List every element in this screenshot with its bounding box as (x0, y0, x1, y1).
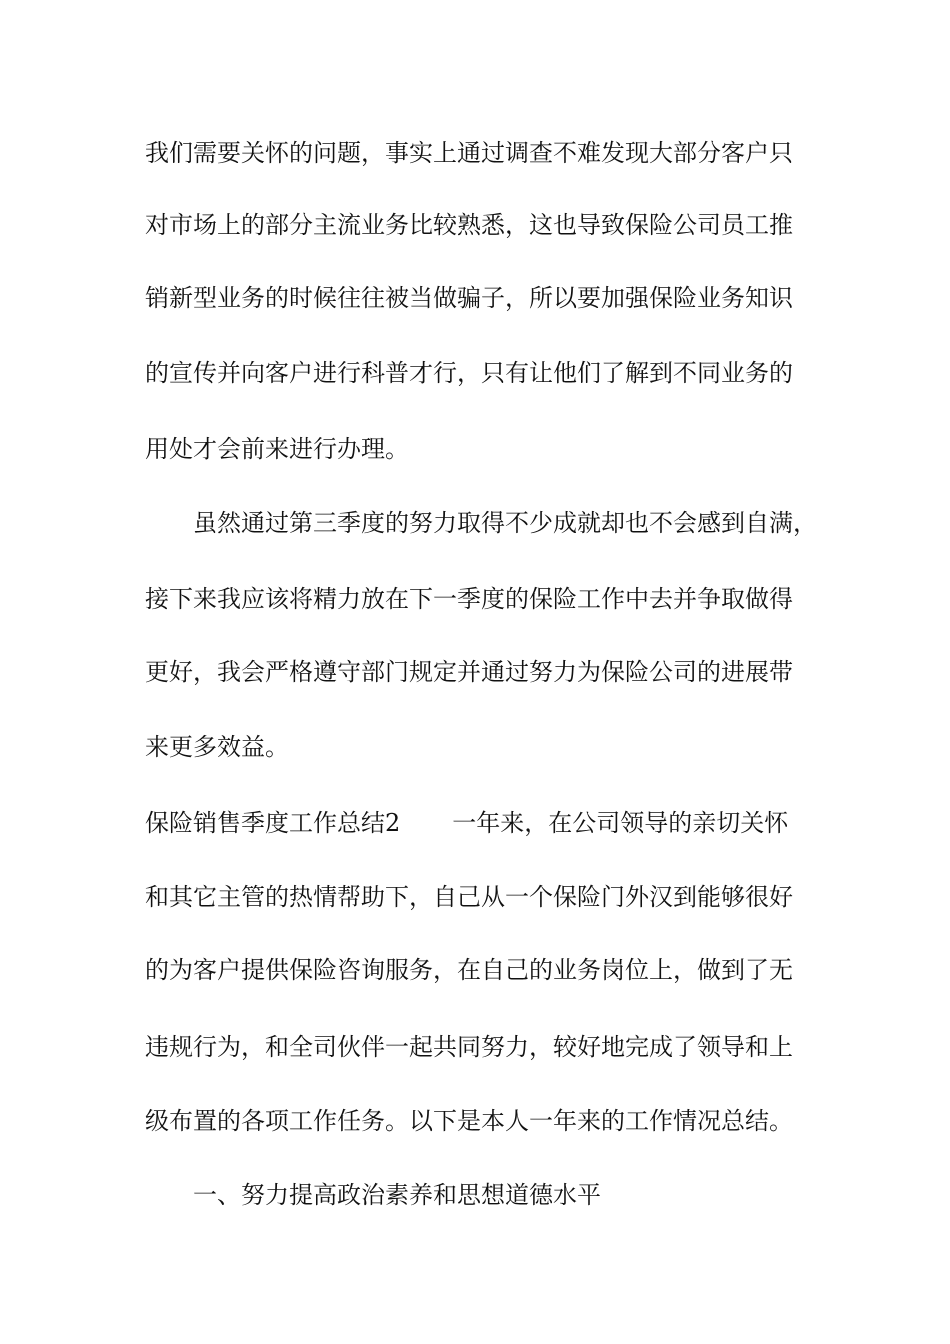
subsection-heading: 一、努力提高政治素养和思想道德水平 (193, 1181, 601, 1209)
text-line: 接下来我应该将精力放在下一季度的保险工作中去并争取做得 (145, 585, 793, 613)
section-title-line (145, 808, 788, 838)
text-line: 更好，我会严格遵守部门规定并通过努力为保险公司的进展带 (145, 658, 793, 686)
section-opening-text: 一年来，在公司领导的亲切关怀 (452, 809, 789, 837)
text-line: 我们需要关怀的问题，事实上通过调查不难发现大部分客户只 (145, 139, 793, 167)
text-line: 来更多效益。 (145, 733, 289, 761)
text-line: 销新型业务的时候往往被当做骗子，所以要加强保险业务知识 (145, 284, 793, 312)
text-line: 的宣传并向客户进行科普才行，只有让他们了解到不同业务的 (145, 359, 793, 387)
text-line: 违规行为，和全司伙伴一起共同努力，较好地完成了领导和上 (145, 1033, 793, 1061)
text-line: 用处才会前来进行办理。 (145, 435, 409, 463)
text-line: 对市场上的部分主流业务比较熟悉，这也导致保险公司员工推 (145, 211, 793, 239)
text-line: 和其它主管的热情帮助下，自己从一个保险门外汉到能够很好 (145, 883, 793, 911)
text-line: 的为客户提供保险咨询服务，在自己的业务岗位上，做到了无 (145, 956, 793, 984)
section-title: 保险销售季度工作总结2 (145, 809, 401, 837)
text-line: 级布置的各项工作任务。以下是本人一年来的工作情况总结。 (145, 1107, 793, 1135)
paragraph-first-line: 虽然通过第三季度的努力取得不少成就却也不会感到自满， (193, 509, 817, 537)
